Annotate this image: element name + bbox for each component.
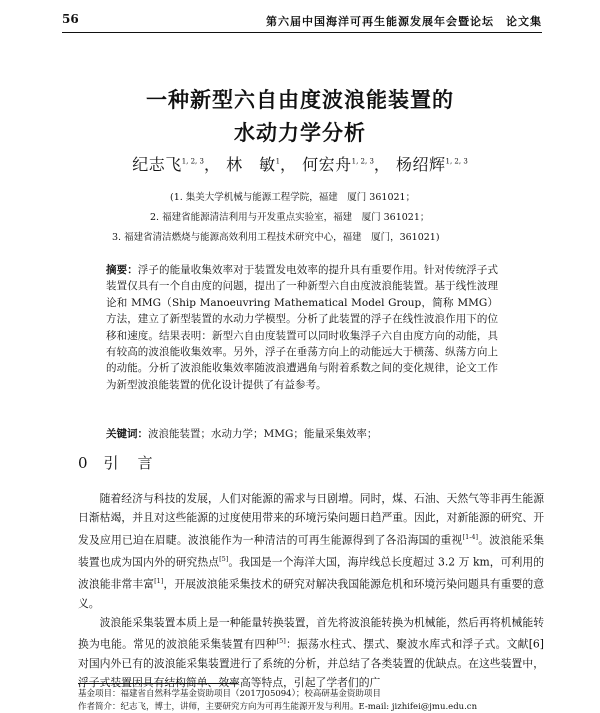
author-affiliation-mark: 1, 2, 3	[351, 157, 374, 166]
affiliation-3: 3. 福建省清洁燃烧与能源高效利用工程技术研究中心，福建 厦门，361021)	[112, 232, 440, 243]
affiliation-1: (1. 集美大学机械与能源工程学院，福建 厦门 361021；	[170, 192, 416, 203]
footnote-author-bio: 作者简介：纪志飞，博士，讲师，主要研究方向为可再生能源开发与利用。E-mail: jizhifei@jmu.edu.cn	[78, 702, 478, 712]
running-header	[62, 12, 542, 30]
paragraph	[78, 490, 544, 614]
keywords-text: 波浪能装置；水动力学；MMG；能量采集效率；	[148, 428, 378, 440]
text-run: ：振荡水柱式、摆式、聚波水库式和浮子式。文献[6]对国内外已有的波浪能采集装置进行了系统的分析，并总结了各类装置的优缺点。在这些装置中，浮子式装置因具有结构简单、效率高等特点，引起了学者们的广	[78, 637, 544, 689]
author-name: 纪志飞	[132, 155, 182, 174]
author-affiliation-mark: 1, 2, 3	[445, 157, 468, 166]
text-run: 波浪能采集装置本质上是一种能量转换装置，首先将波浪能转换为机械能，然后再将机械能转换为电能。常见的波浪能采集装置有四种	[78, 615, 544, 651]
section-heading	[78, 452, 155, 473]
section-title: 引 言	[103, 454, 155, 472]
footnote-funding: 基金项目：福建省自然科学基金资助项目（2017J05094）；校高研基金资助项目	[78, 689, 381, 699]
abstract	[106, 262, 498, 393]
text-run: 。我国是一个海洋大国，海岸线总长度超过 3.2 万 km，可利用的波浪能非常丰富	[78, 555, 545, 591]
text-run: 。波浪能采集装置也成为国内外的研究热点	[78, 533, 544, 569]
author-name: 何宏舟	[302, 155, 352, 174]
footnote-rule	[78, 683, 238, 684]
author-affiliation-mark: 1	[275, 157, 281, 166]
keywords-label: 关键词：	[106, 428, 148, 440]
body-text	[78, 490, 544, 692]
abstract-label: 摘要：	[106, 264, 138, 276]
page-number: 56	[62, 12, 79, 26]
citation: [5]	[276, 637, 286, 646]
paper-title-line-1: 一种新型六自由度波浪能装置的	[146, 88, 454, 112]
abstract-text: 浮子的能量收集效率对于装置发电效率的提升具有重要作用。针对传统浮子式装置仅具有一个自由度的问题，提出了一种新型六自由度波浪能装置。基于线性波理论和 MMG（Ship Manoeuvring Mathematical Model Group，简称 MMG）方法，建立了新型装置的水动力学模型。分析了此装置的浮子在线性波浪作用下的位移和速度。结果表明：新型六自由度装置可以同时收集浮子六自由度方向的动能，具有较高的波浪能收集效率。另外，浮子在垂荡方向上的动能远大于横荡、纵荡方向上的动能。分析了波浪能收集效率随波浪遭遇角与附着系数之间的变化规律，论文工作为新型波浪能装置的优化设计提供了有益参考。	[106, 264, 499, 391]
text-run: ，开展波浪能采集技术的研究对解决我国能源危机和环境污染问题具有重要的意义。	[78, 577, 545, 610]
paper-title-line-2: 水动力学分析	[234, 121, 366, 145]
author-affiliation-mark: 1, 2, 3	[181, 157, 204, 166]
running-head-title: 第六届中国海洋可再生能源发展年会暨论坛 论文集	[266, 15, 542, 28]
affiliation-2: 2. 福建省能源清洁利用与开发重点实验室，福建 厦门 361021；	[150, 212, 430, 223]
paragraph	[78, 614, 544, 693]
citation: [1]	[154, 577, 164, 586]
section-number: 0	[78, 454, 90, 472]
header-rule	[62, 32, 542, 33]
author-list: 纪志飞$^{1, 2, 3}$， 林 敏$^1$， 何宏舟$^{1, 2, 3}$， 杨绍辉$^{1, 2, 3}$	[132, 155, 468, 174]
keywords	[106, 426, 498, 441]
author-name: 杨绍辉	[396, 155, 446, 174]
citation: [5]	[219, 554, 229, 563]
text-run: 随着经济与科技的发展，人们对能源的需求与日剧增。同时，煤、石油、天然气等非再生能源日渐枯竭，并且对这些能源的过度使用带来的环境污染问题日趋严重。因此，对新能源的研究、开发及应用已迫在眉睫。波浪能作为一种清洁的可再生能源得到了各沿海国的重视	[78, 492, 544, 547]
author-name: 林 敏	[226, 155, 276, 174]
citation: [1-4]	[462, 532, 479, 541]
